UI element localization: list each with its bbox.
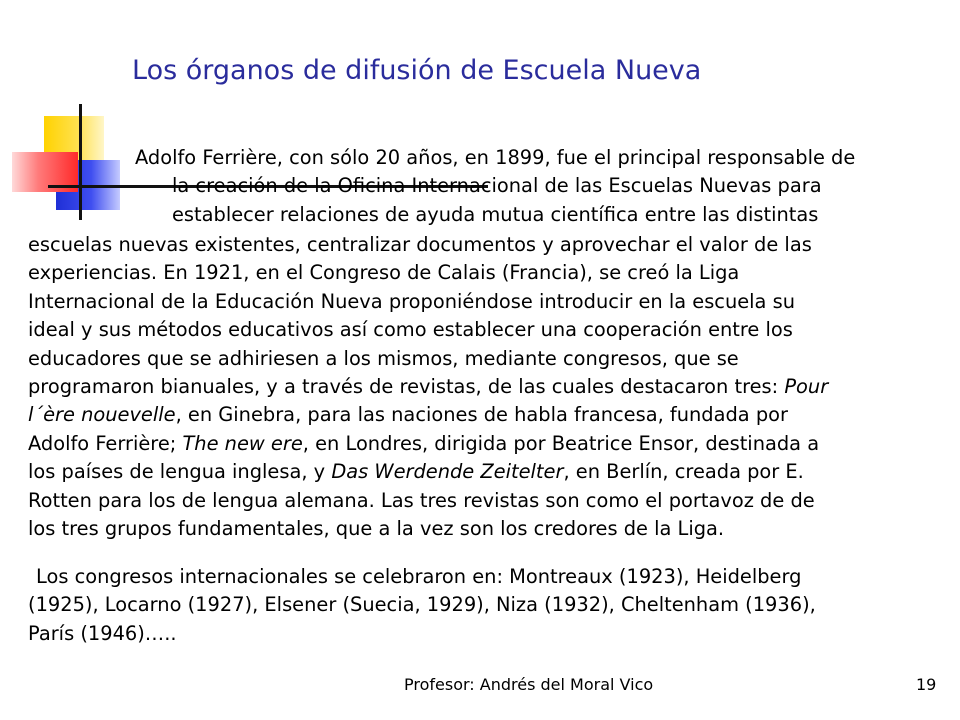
text-segment: los países de lengua inglesa, y	[28, 460, 332, 484]
footer-author: Profesor: Andrés del Moral Vico	[404, 675, 654, 694]
text-line	[28, 430, 828, 458]
text-line: París (1946)…..	[28, 621, 177, 645]
text-line: Rotten para los de lengua alemana. Las tres revistas son como el portavoz de de	[28, 488, 815, 512]
text-line: educadores que se adhiriesen a los mismos, mediante congresos, que se	[28, 346, 739, 370]
text-line: los tres grupos fundamentales, que a la vez son los credores de la Liga.	[28, 517, 725, 541]
paragraph-2	[28, 563, 816, 648]
text-line: Internacional de la Educación Nueva proponiéndose introducir en la escuela su	[28, 289, 795, 313]
decorative-squares-logo	[0, 0, 140, 230]
journal-title: The new ere	[182, 431, 303, 455]
text-segment: , en Ginebra, para las naciones de habla francesa, fundada por	[175, 403, 788, 427]
journal-title: Pour	[784, 375, 829, 399]
text-segment: programaron bianuales, y a través de revistas, de las cuales destacaron tres:	[28, 375, 785, 399]
text-line: (1925), Locarno (1927), Elsener (Suecia, 1929), Niza (1932), Cheltenham (1936),	[28, 593, 816, 617]
text-line: establecer relaciones de ayuda mutua científica entre las distintas	[172, 202, 819, 226]
vertical-rule	[79, 104, 82, 220]
text-segment: Adolfo Ferrière;	[28, 431, 183, 455]
journal-title: Das Werdende Zeitelter	[331, 460, 564, 484]
text-line	[28, 458, 828, 486]
text-line: escuelas nuevas existentes, centralizar documentos y aprovechar el valor de las	[28, 233, 812, 256]
text-line: experiencias. En 1921, en el Congreso de Calais (Francia), se creó la Liga	[28, 261, 740, 285]
text-line: Adolfo Ferrière, con sólo 20 años, en 1899, fue el principal responsable de	[135, 146, 856, 169]
text-line: ideal y sus métodos educativos así como establecer una cooperación entre los	[28, 318, 793, 342]
page-number: 19	[916, 675, 937, 694]
text-line: la creación de la Oficina Internacional de las Escuelas Nuevas para	[172, 174, 822, 198]
text-segment: , en Londres, dirigida por Beatrice Ensor, destinada a	[302, 431, 820, 455]
text-line: Los congresos internacionales se celebraron en: Montreaux (1923), Heidelberg	[36, 565, 802, 588]
text-line	[28, 401, 828, 429]
slide-title: Los órganos de difusión de Escuela Nueva	[132, 55, 702, 86]
text-line	[28, 373, 828, 401]
paragraph-1-body	[28, 231, 828, 543]
journal-title: l´ère nouevelle	[28, 403, 176, 427]
text-segment: , en Berlín, creada por E.	[563, 460, 804, 484]
paragraph-1-intro	[135, 144, 855, 229]
